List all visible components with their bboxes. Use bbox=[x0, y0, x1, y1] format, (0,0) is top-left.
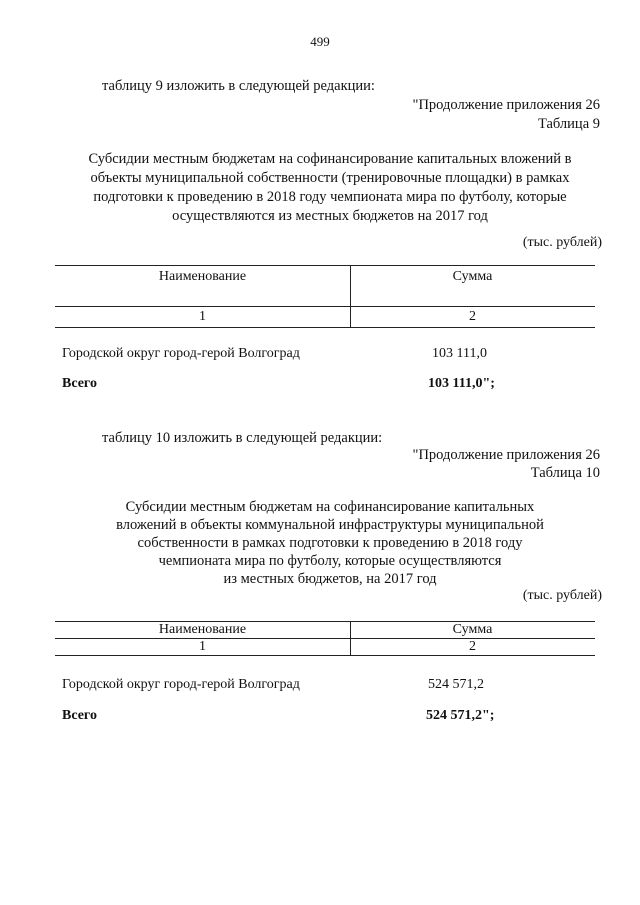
table9-number: Таблица 9 bbox=[537, 116, 600, 132]
table10-continuation: "Продолжение приложения 26 bbox=[412, 447, 600, 463]
table9-header-name: Наименование bbox=[158, 269, 247, 284]
table10-header-sum: Сумма bbox=[452, 622, 493, 637]
table10-colnum-2: 2 bbox=[469, 639, 476, 654]
table10-number: Таблица 10 bbox=[530, 465, 600, 481]
table10-colnum-1: 1 bbox=[199, 639, 206, 654]
table9-header-sum: Сумма bbox=[452, 269, 493, 284]
table9-continuation: "Продолжение приложения 26 bbox=[412, 97, 600, 113]
table9-bottom-border bbox=[55, 327, 595, 328]
table10-total-amount: 524 571,2"; bbox=[426, 708, 495, 723]
table10-title bbox=[60, 498, 600, 588]
table10-title-line: Субсидии местным бюджетам на софинансирование капитальных bbox=[125, 499, 535, 515]
table9-total-amount: 103 111,0"; bbox=[428, 376, 495, 391]
table9-title-line: объекты муниципальной собственности (тренировочные площадки) в рамках bbox=[90, 170, 570, 186]
table10-unit: (тыс. рублей) bbox=[522, 588, 602, 603]
table9-header-border bbox=[55, 306, 595, 307]
table9-title-line: подготовки к проведению в 2018 году чемпионата мира по футболу, которые bbox=[93, 189, 567, 205]
table9-colnum-2: 2 bbox=[469, 309, 476, 324]
table10-title-line: вложений в объекты коммунальной инфраструктуры муниципальной bbox=[116, 517, 544, 533]
table9-title bbox=[60, 150, 600, 226]
table10-instruction: таблицу 10 изложить в следующей редакции: bbox=[102, 430, 383, 446]
table9-total-label: Всего bbox=[62, 376, 97, 391]
table10-bottom-border bbox=[55, 655, 595, 656]
table9-top-border bbox=[55, 265, 595, 266]
table9-instruction: таблицу 9 изложить в следующей редакции: bbox=[102, 78, 375, 94]
table9-title-line: Субсидии местным бюджетам на софинансирование капитальных вложений в bbox=[88, 151, 572, 167]
table10-title-line: собственности в рамках подготовки к проведению в 2018 году bbox=[137, 535, 523, 551]
table10-total-label: Всего bbox=[62, 708, 97, 723]
table10-title-line: из местных бюджетов, на 2017 год bbox=[223, 571, 437, 587]
table10-title-line: чемпионата мира по футболу, которые осуществляются bbox=[158, 553, 502, 569]
table10-header-name: Наименование bbox=[158, 622, 247, 637]
table9-row-amount: 103 111,0 bbox=[432, 346, 487, 361]
table9-unit: (тыс. рублей) bbox=[522, 235, 602, 250]
table10-row-name: Городской округ город-герой Волгоград bbox=[62, 677, 300, 692]
page-number: 499 bbox=[310, 34, 330, 49]
table9-colnum-1: 1 bbox=[199, 309, 206, 324]
table9-title-line: осуществляются из местных бюджетов на 2017 год bbox=[172, 208, 488, 224]
table9-row-name: Городской округ город-герой Волгоград bbox=[62, 346, 300, 361]
table10-row-amount: 524 571,2 bbox=[428, 677, 484, 692]
